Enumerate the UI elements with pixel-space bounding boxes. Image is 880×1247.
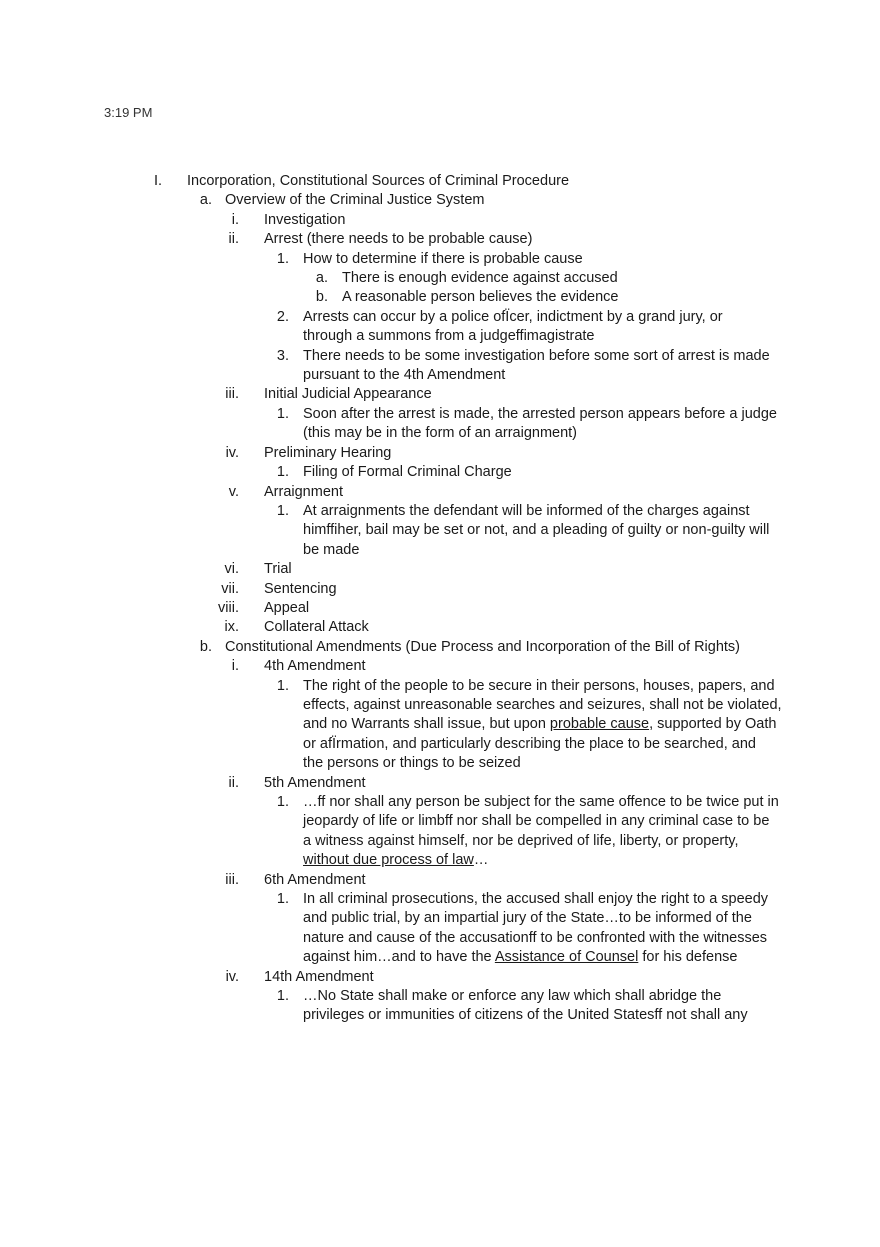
outline-text: At arraignments the defendant will be informed of the charges against himffiher, bail may be set or not, and a pleading of guilty or non-guilty will be made bbox=[303, 502, 770, 558]
outline-text: Sentencing bbox=[264, 580, 337, 597]
outline-marker: v. bbox=[228, 483, 239, 500]
outline-text: 5th Amendment bbox=[264, 774, 366, 791]
outline-text: Arrest (there needs to be probable cause) bbox=[264, 231, 533, 248]
outline-text: …No State shall make or enforce any law which shall abridge the privileges or immunities of citizens of the United Statesff not shall any bbox=[303, 988, 748, 1024]
outline-item bbox=[0, 347, 880, 386]
outline-marker: iii. bbox=[225, 386, 239, 403]
outline-item bbox=[0, 502, 880, 560]
outline-item bbox=[0, 677, 880, 774]
outline-item bbox=[0, 890, 880, 968]
outline-text: Filing of Formal Criminal Charge bbox=[303, 464, 512, 481]
text-run: , supported by Oath or afÏrmation, and particularly describing the place to be searched, and the persons or things to be seized bbox=[303, 716, 777, 772]
timestamp: 3:19 PM bbox=[104, 105, 153, 120]
outline-marker: 1. bbox=[276, 502, 289, 519]
outline-marker: iv. bbox=[225, 968, 239, 985]
outline-text: Arraignment bbox=[264, 483, 343, 500]
outline-item bbox=[0, 191, 880, 210]
outline-item bbox=[0, 657, 880, 676]
outline-marker: 1. bbox=[276, 405, 289, 422]
text-run: In all criminal prosecutions, the accused shall enjoy the right to a speedy and public trial, by an impartial jury of the State…to be informed of the nature and cause of the accusationff to be confronted with the witnesses against him…and to have the bbox=[303, 891, 769, 966]
outline-text: Incorporation, Constitutional Sources of Criminal Procedure bbox=[187, 173, 570, 189]
outline-text: Overview of the Criminal Justice System bbox=[225, 192, 485, 209]
outline-text: There needs to be some investigation before some sort of arrest is made pursuant to the 4th Amendment bbox=[303, 347, 770, 384]
outline-item bbox=[0, 968, 880, 987]
outline-marker: a. bbox=[315, 270, 328, 287]
outline-marker: 3. bbox=[276, 347, 289, 364]
outline-text bbox=[303, 890, 783, 968]
outline-text: How to determine if there is probable cause bbox=[303, 250, 583, 267]
text-run: The right of the people to be secure in their persons, houses, papers, and effects, against unreasonable searches and seizures, shall not be violated, and no Warrants shall issue, but upon bbox=[303, 677, 782, 733]
outline-item bbox=[0, 580, 880, 599]
outline-item bbox=[0, 560, 880, 579]
outline-text: 14th Amendment bbox=[264, 968, 374, 985]
outline-marker: viii. bbox=[218, 599, 239, 616]
outline-marker: ii. bbox=[228, 231, 239, 248]
outline-marker: 1. bbox=[276, 794, 289, 810]
underlined-term: without due process of law bbox=[303, 852, 474, 869]
outline-text: Constitutional Amendments (Due Process and Incorporation of the Bill of Rights) bbox=[225, 638, 741, 655]
outline-marker: 1. bbox=[276, 677, 289, 694]
outline-item bbox=[0, 463, 880, 482]
outline-item bbox=[0, 288, 880, 307]
outline-item bbox=[0, 638, 880, 657]
outline-marker: vi. bbox=[224, 561, 239, 578]
outline-item bbox=[0, 987, 880, 1026]
outline-item bbox=[0, 211, 880, 230]
outline-marker: I. bbox=[153, 173, 162, 189]
text-run: for his defense bbox=[638, 949, 738, 966]
underlined-term: probable cause bbox=[549, 716, 650, 733]
outline-item bbox=[0, 172, 880, 191]
outline-text: Trial bbox=[264, 561, 292, 578]
outline-marker: 2. bbox=[276, 308, 289, 325]
outline-text: Investigation bbox=[264, 211, 346, 228]
outline-item bbox=[0, 269, 880, 288]
outline-item bbox=[0, 871, 880, 890]
outline-text: Preliminary Hearing bbox=[264, 444, 392, 461]
outline-marker: 1. bbox=[276, 988, 289, 1005]
outline-item bbox=[0, 250, 880, 269]
outline-text: Collateral Attack bbox=[264, 619, 369, 636]
outline-text: Arrests can occur by a police ofÏcer, indictment by a grand jury, or through a summons from a judgeffimagistrate bbox=[303, 308, 723, 345]
outline-item bbox=[0, 405, 880, 444]
outline-marker: iii. bbox=[225, 871, 239, 888]
outline-item bbox=[0, 618, 880, 637]
outline-marker: b. bbox=[199, 638, 212, 655]
outline-marker: vii. bbox=[221, 580, 239, 597]
outline-item bbox=[0, 230, 880, 249]
outline-marker: 1. bbox=[276, 250, 289, 267]
outline-marker: 1. bbox=[276, 891, 289, 908]
outline-text bbox=[303, 677, 783, 774]
outline-text: Soon after the arrest is made, the arrested person appears before a judge (this may be in the form of an arraignment) bbox=[303, 405, 777, 442]
outline-marker: i. bbox=[231, 658, 239, 675]
text-run: … bbox=[473, 852, 489, 869]
outline-marker: ii. bbox=[228, 774, 239, 791]
outline-marker: a. bbox=[199, 192, 212, 209]
outline-text bbox=[303, 793, 783, 871]
outline-marker: 1. bbox=[276, 464, 289, 481]
outline-item bbox=[0, 793, 880, 871]
outline-marker: b. bbox=[315, 289, 328, 306]
outline-text: A reasonable person believes the evidence bbox=[342, 289, 619, 306]
outline-text: Initial Judicial Appearance bbox=[264, 386, 432, 403]
outline-text: There is enough evidence against accused bbox=[342, 270, 618, 287]
outline-item bbox=[0, 385, 880, 404]
outline-text: Appeal bbox=[264, 599, 310, 616]
outline-list bbox=[0, 172, 880, 1026]
outline-marker: i. bbox=[231, 211, 239, 228]
outline-marker: ix. bbox=[224, 619, 239, 636]
text-run: …ff nor shall any person be subject for the same offence to be twice put in jeopardy of life or limbff nor shall be compelled in any criminal case to be a witness against himself, nor be deprived of life, liberty, or property, bbox=[303, 794, 779, 849]
outline-item bbox=[0, 308, 880, 347]
outline-item bbox=[0, 599, 880, 618]
outline-item bbox=[0, 444, 880, 463]
outline-item bbox=[0, 774, 880, 793]
outline-marker: iv. bbox=[225, 444, 239, 461]
outline-text: 4th Amendment bbox=[264, 658, 366, 675]
underlined-term: Assistance of Counsel bbox=[494, 949, 639, 966]
outline-text: 6th Amendment bbox=[264, 871, 366, 888]
outline-item bbox=[0, 483, 880, 502]
